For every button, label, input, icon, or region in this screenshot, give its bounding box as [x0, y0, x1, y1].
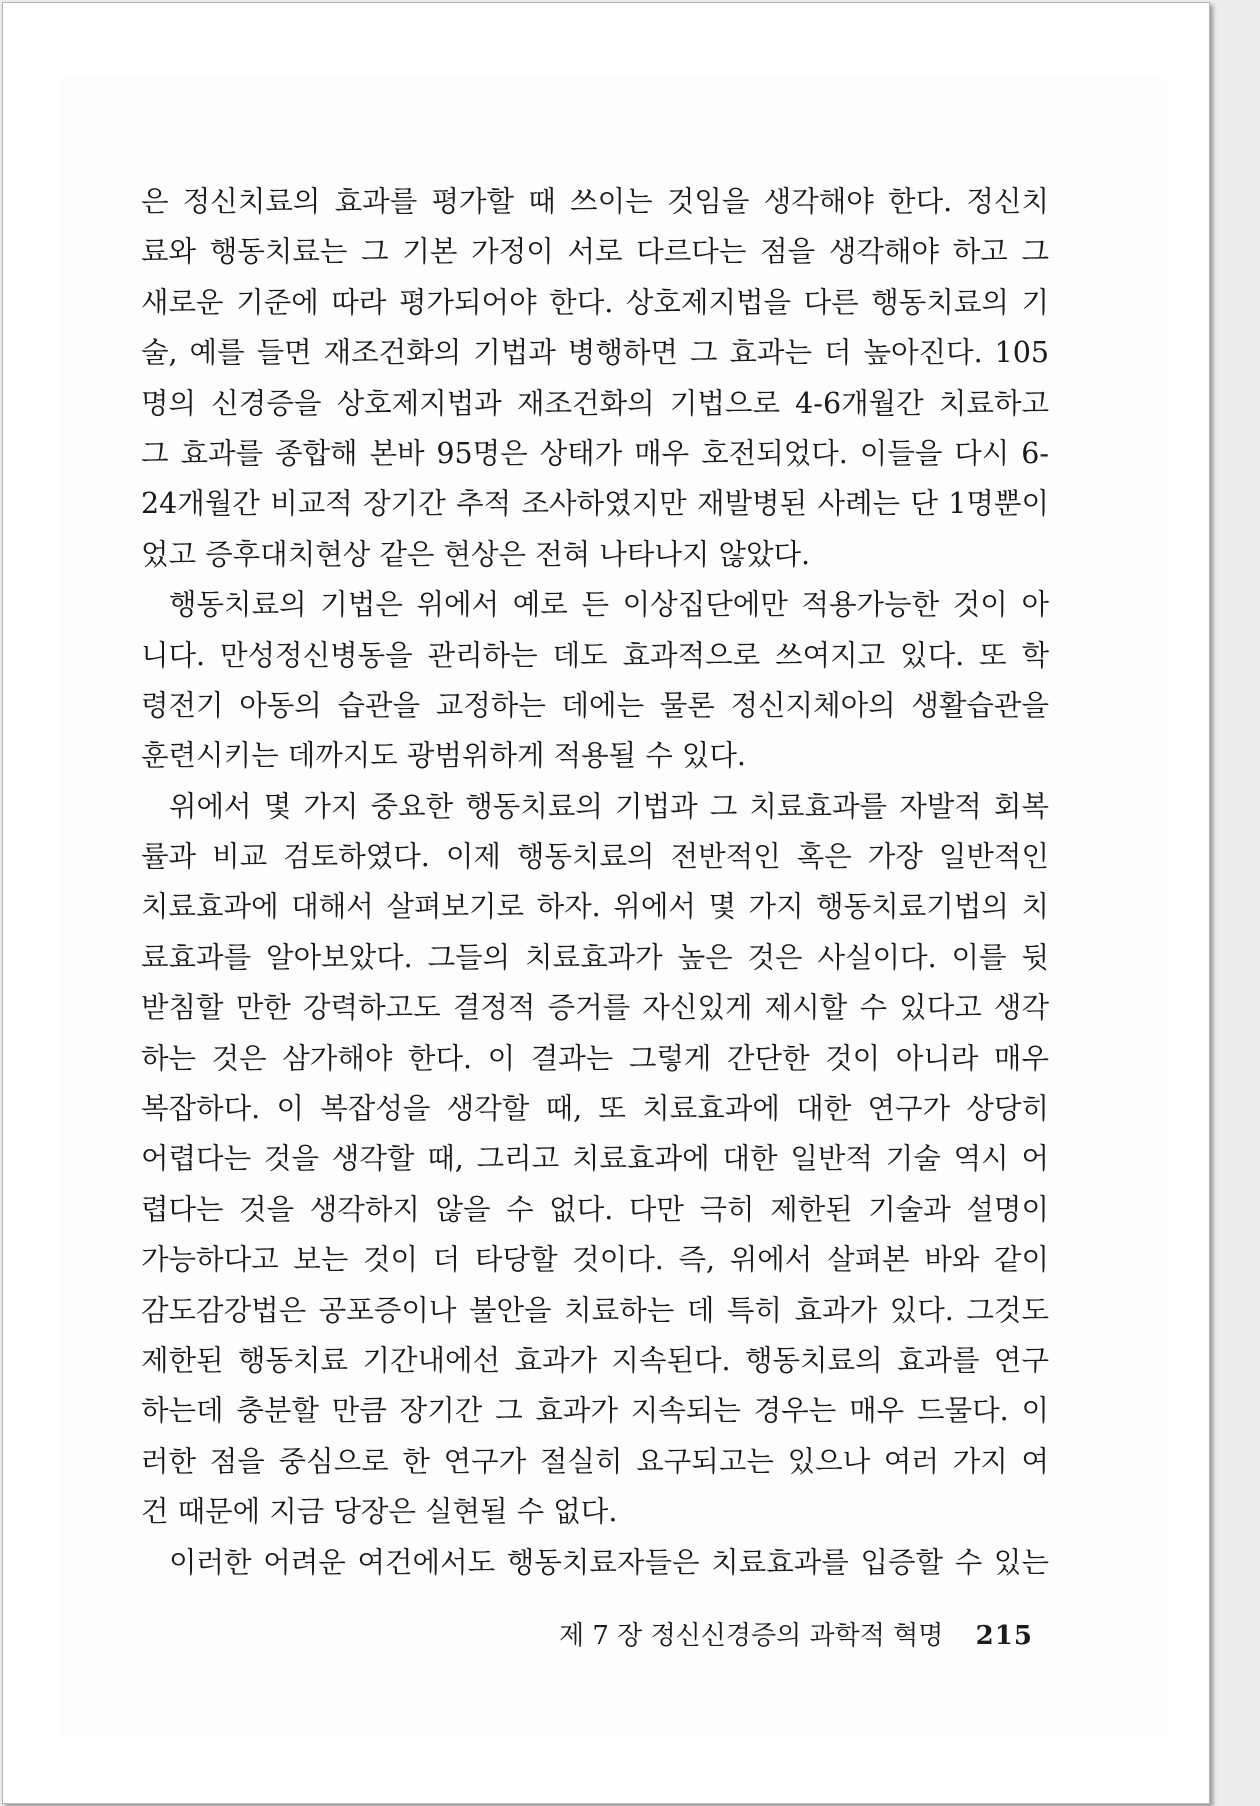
text-line: 료효과를 알아보았다. 그들의 치료효과가 높은 것은 사실이다. 이를 뒷	[141, 940, 1049, 974]
text-line: 치료효과에 대해서 살펴보기로 하자. 위에서 몇 가지 행동치료기법의 치	[141, 890, 1049, 924]
text-line: 감도감강법은 공포증이나 불안을 치료하는 데 특히 효과가 있다. 그것도	[141, 1293, 1049, 1327]
text-line: 술, 예를 들면 재조건화의 기법과 병행하면 그 효과는 더 높아진다. 105	[141, 336, 1049, 370]
text-line: 렵다는 것을 생각하지 않을 수 없다. 다만 극히 제한된 기술과 설명이	[141, 1192, 1049, 1226]
text-line: 건 때문에 지금 당장은 실현될 수 없다.	[141, 1495, 618, 1529]
text-line: 받침할 만한 강력하고도 결정적 증거를 자신있게 제시할 수 있다고 생각	[141, 991, 1049, 1025]
text-line: 령전기 아동의 습관을 교정하는 데에는 물론 정신지체아의 생활습관을	[141, 688, 1049, 722]
text-line: 새로운 기준에 따라 평가되어야 한다. 상호제지법을 다른 행동치료의 기	[141, 285, 1049, 319]
text-line: 료와 행동치료는 그 기본 가정이 서로 다르다는 점을 생각해야 하고 그	[141, 235, 1049, 269]
text-line: 훈련시키는 데까지도 광범위하게 적용될 수 있다.	[141, 739, 746, 773]
body-text	[141, 177, 1049, 1588]
text-line: 하는 것은 삼가해야 한다. 이 결과는 그렇게 간단한 것이 아니라 매우	[141, 1041, 1049, 1075]
text-line: 어렵다는 것을 생각할 때, 그리고 치료효과에 대한 일반적 기술 역시 어	[141, 1142, 1049, 1176]
running-footer	[559, 1615, 1033, 1652]
text-line: 명의 신경증을 상호제지법과 재조건화의 기법으로 4-6개월간 치료하고	[141, 386, 1049, 420]
text-line: 었고 증후대치현상 같은 현상은 전혀 나타나지 않았다.	[141, 537, 811, 571]
text-line: 복잡하다. 이 복잡성을 생각할 때, 또 치료효과에 대한 연구가 상당히	[141, 1092, 1049, 1126]
page-number: 215	[975, 1621, 1033, 1651]
text-line: 률과 비교 검토하였다. 이제 행동치료의 전반적인 혹은 가장 일반적인	[141, 840, 1049, 874]
text-line: 행동치료의 기법은 위에서 예로 든 이상집단에만 적용가능한 것이 아	[169, 588, 1049, 622]
text-line: 은 정신치료의 효과를 평가할 때 쓰이는 것임을 생각해야 한다. 정신치	[141, 185, 1049, 218]
text-line: 러한 점을 중심으로 한 연구가 절실히 요구되고는 있으나 여러 가지 여	[141, 1444, 1049, 1478]
text-line: 이러한 어려운 여건에서도 행동치료자들은 치료효과를 입증할 수 있는	[169, 1545, 1049, 1579]
text-line: 24개월간 비교적 장기간 추적 조사하였지만 재발병된 사례는 단 1명뿐이	[141, 487, 1049, 521]
book-page	[2, 2, 1210, 1804]
text-line: 위에서 몇 가지 중요한 행동치료의 기법과 그 치료효과를 자발적 회복	[169, 789, 1049, 823]
text-line: 그 효과를 종합해 본바 95명은 상태가 매우 호전되었다. 이들을 다시 6-	[141, 436, 1049, 470]
text-line: 하는데 충분할 만큼 장기간 그 효과가 지속되는 경우는 매우 드물다. 이	[141, 1394, 1049, 1428]
text-line: 니다. 만성정신병동을 관리하는 데도 효과적으로 쓰여지고 있다. 또 학	[141, 638, 1049, 672]
text-line: 가능하다고 보는 것이 더 타당할 것이다. 즉, 위에서 살펴본 바와 같이	[141, 1243, 1049, 1277]
chapter-title: 제 7 장 정신신경증의 과학적 혁명	[559, 1621, 944, 1651]
text-line: 제한된 행동치료 기간내에선 효과가 지속된다. 행동치료의 효과를 연구	[141, 1343, 1049, 1377]
